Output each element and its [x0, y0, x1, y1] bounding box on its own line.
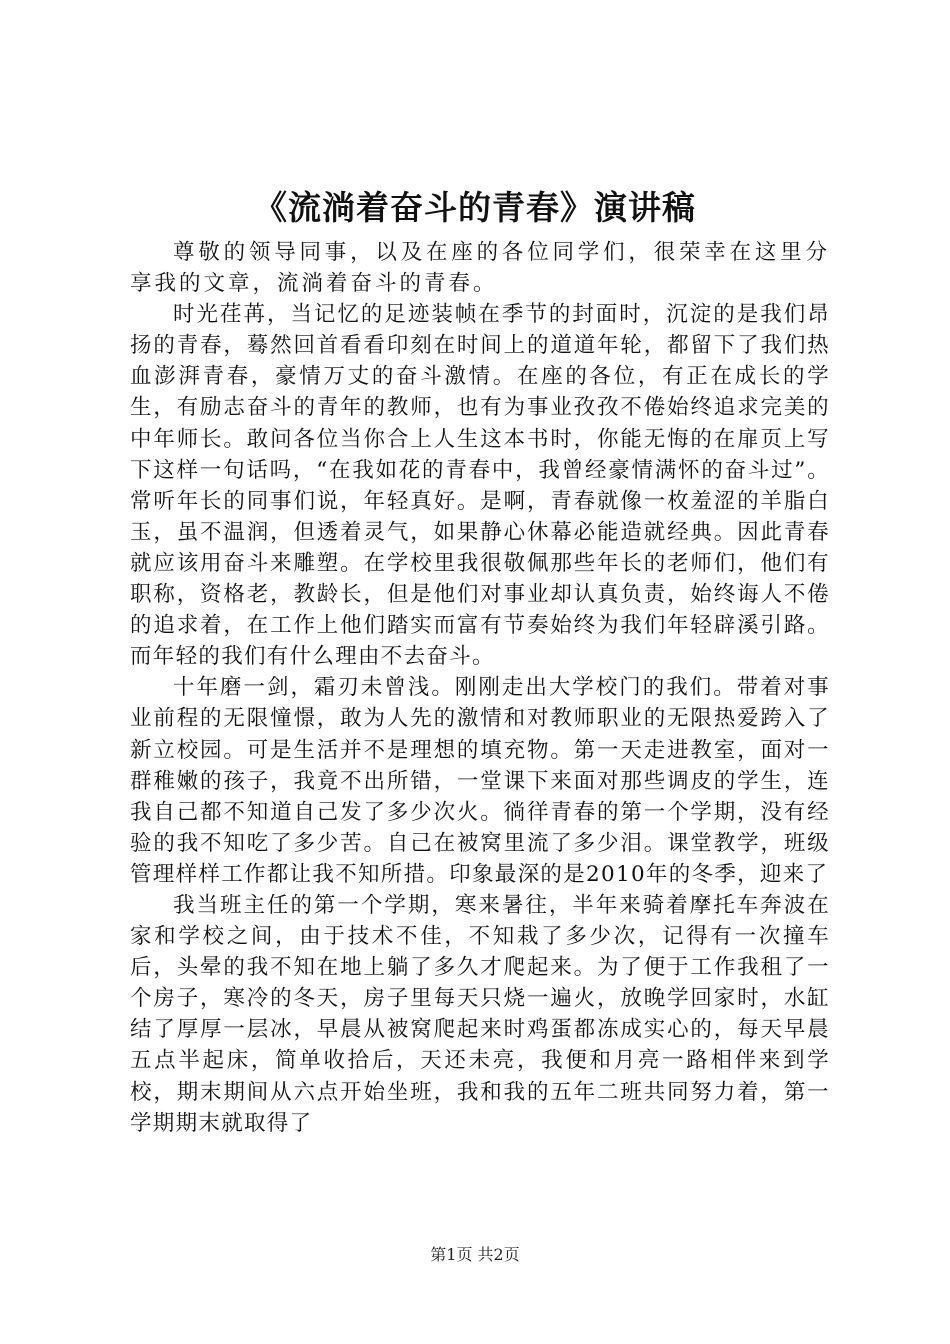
- page-number-footer: 第1页 共2页: [430, 1245, 520, 1264]
- paragraph-greeting: 尊敬的领导同事，以及在座的各位同学们，很荣幸在这里分享我的文章，流淌着奋斗的青春。: [130, 240, 830, 297]
- paragraph-youth: 时光荏苒，当记忆的足迹装帧在季节的封面时，沉淀的是我们昂扬的青春，蓦然回首看看印刻在时间上的道道年轮，都留下了我们热血澎湃青春，豪情万丈的奋斗激情。在座的各位，有正在成长的学生，有励志奋斗的青年的教师，也有为事业孜孜不倦始终追求完美的中年师长。敢问各位当你合上人生这本书时，你能无悔的在扉页上写下这样一句话吗，“在我如花的青春中，我曾经豪情满怀的奋斗过”。常听年长的同事们说，年轻真好。是啊，青春就像一枚羞涩的羊脂白玉，虽不温润，但透着灵气，如果静心休幕必能造就经典。因此青春就应该用奋斗来雕塑。在学校里我很敬佩那些年长的老师们，他们有职称，资格老，教龄长，但是他们对事业却认真负责，始终诲人不倦的追求着，在工作上他们踏实而富有节奏始终为我们年轻辟溪引路。而年轻的我们有什么理由不去奋斗。: [130, 302, 830, 670]
- document-body: [130, 237, 830, 1139]
- document-title: 《流淌着奋斗的青春》演讲稿: [254, 188, 696, 227]
- paragraph-head-teacher: 我当班主任的第一个学期，寒来暑往，半年来骑着摩托车奔波在家和学校之间，由于技术不佳，不知栽了多少次，记得有一次撞车后，头晕的我不知在地上躺了多久才爬起来。为了便于工作我租了一个房子，寒冷的冬天，房子里每天只烧一遍火，放晚学回家时，水缸结了厚厚一层冰，早晨从被窝爬起来时鸡蛋都冻成实心的，每天早晨五点半起床，简单收拾后，天还未亮，我便和月亮一路相伴来到学校，期末期间从六点开始坐班，我和我的五年二班共同努力着，第一学期期末就取得了: [130, 892, 830, 1136]
- paragraph-first-year: 十年磨一剑，霜刃未曾浅。刚刚走出大学校门的我们。带着对事业前程的无限憧憬，敢为人先的激情和对教师职业的无限热爱跨入了新立校园。可是生活并不是理想的填充物。第一天走进教室，面对一群稚嫩的孩子，我竟不出所错，一堂课下来面对那些调皮的学生，连我自己都不知道自己发了多少次火。徜徉青春的第一个学期，没有经验的我不知吃了多少苦。自己在被窝里流了多少泪。课堂教学，班级管理样样工作都让我不知所措。印象最深的是2010年的冬季，迎来了: [130, 675, 830, 887]
